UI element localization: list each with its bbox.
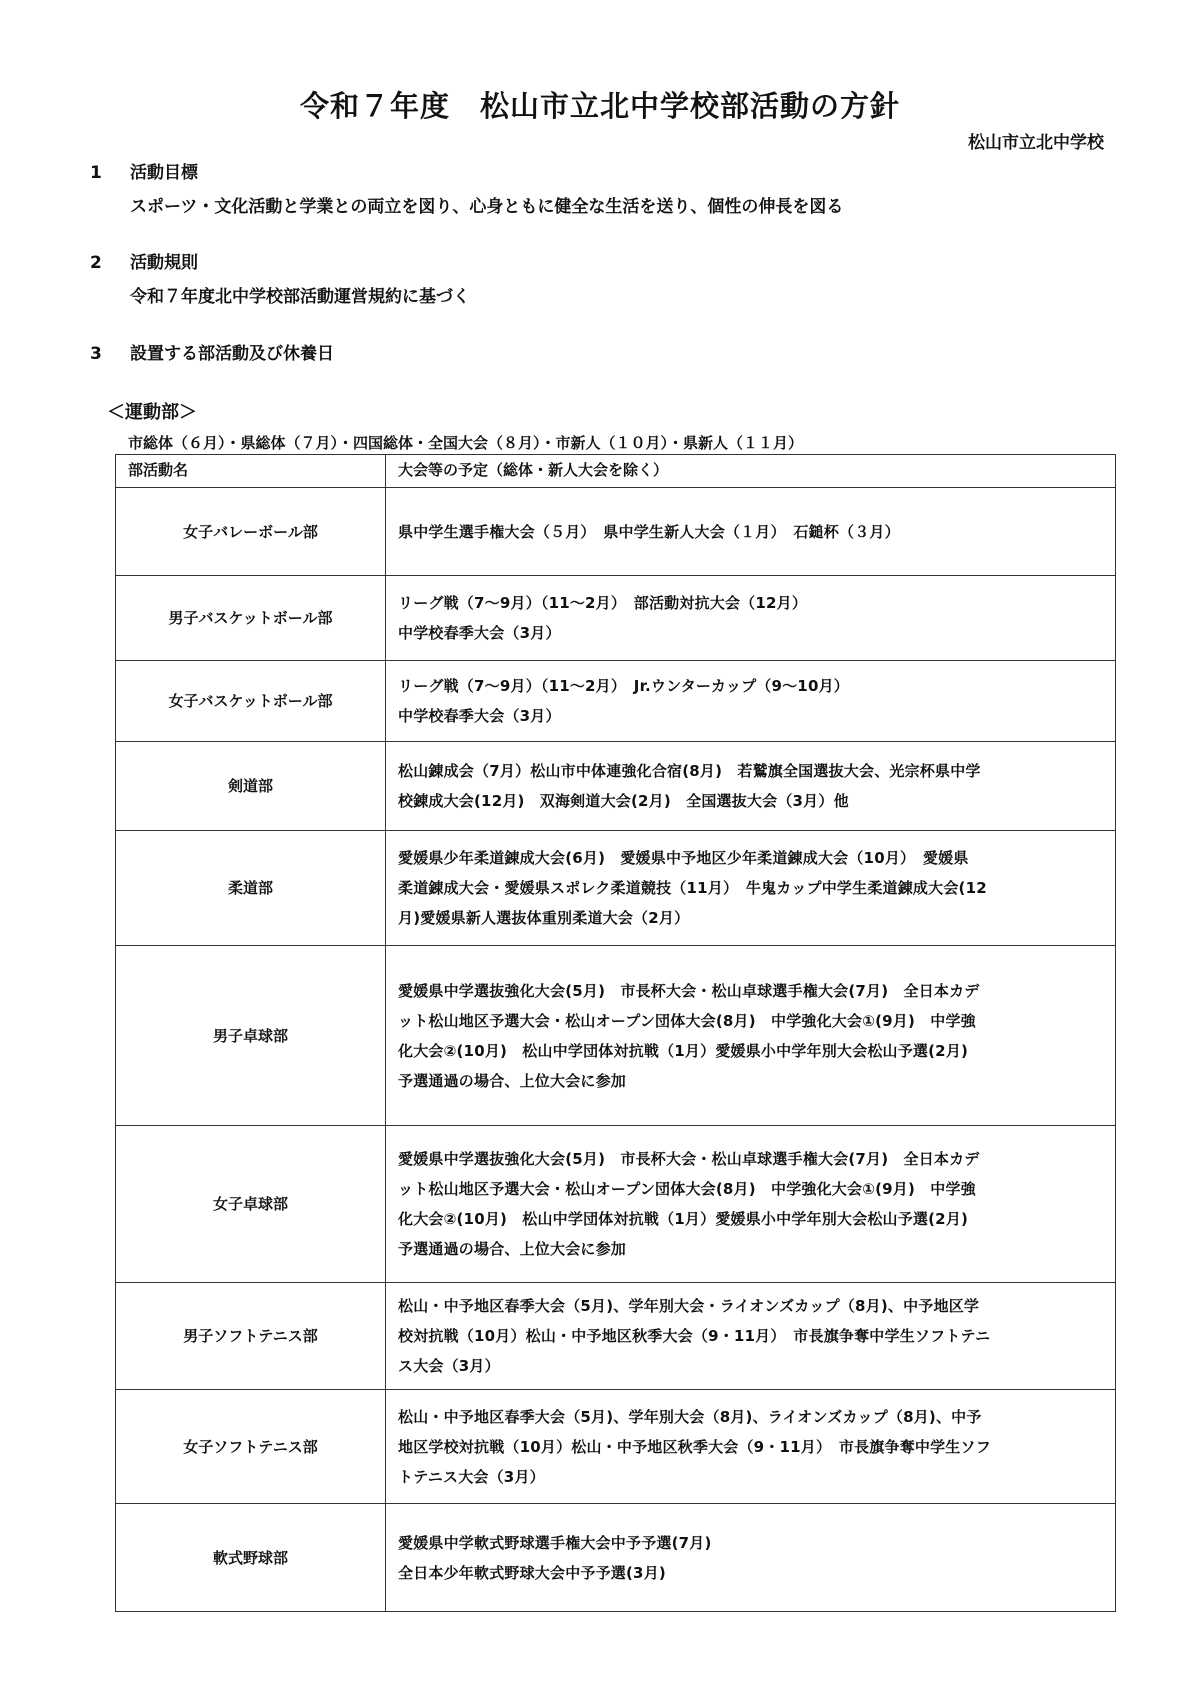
schedule-line: 全日本少年軟式野球大会中予予選(3月) — [398, 1563, 666, 1582]
schedule-line: 愛媛県少年柔道錬成大会(6月) 愛媛県中予地区少年柔道錬成大会（10月） 愛媛県 — [398, 849, 969, 867]
table-row — [116, 831, 1116, 946]
section-body: スポーツ・文化活動と学業との両立を図り、心身ともに健全な生活を送り、個性の伸長を図る — [130, 197, 844, 217]
schedule-line: 予選通過の場合、上位大会に参加 — [398, 1240, 627, 1258]
column-header-schedule: 大会等の予定（総体・新人大会を除く） — [386, 455, 1116, 488]
section-body: 令和７年度北中学校部活動運営規約に基づく — [130, 287, 470, 307]
club-name: 男子バスケットボール部 — [116, 576, 386, 661]
club-name: 女子卓球部 — [116, 1126, 386, 1283]
schedule-line: 校対抗戦（10月）松山・中予地区秋季大会（9・11月） 市長旗争奪中学生ソフトテニ — [398, 1327, 991, 1345]
schedule-line: 月)愛媛県新人選抜体重別柔道大会（2月） — [398, 909, 690, 927]
schedule-line: リーグ戦（7～9月）（11～2月） Jr.ウンターカップ（9～10月） — [398, 677, 849, 695]
table-row — [116, 488, 1116, 576]
column-header-club-name: 部活動名 — [116, 455, 386, 488]
club-name: 剣道部 — [116, 742, 386, 831]
tournament-note: 市総体（６月）・県総体（７月）・四国総体・全国大会（８月）・市新人（１０月）・県新人（１１月） — [128, 434, 804, 452]
schedule-line: 柔道錬成大会・愛媛県スポレク柔道競技（11月） 牛鬼カップ中学生柔道錬成大会(12 — [398, 879, 987, 897]
club-schedule — [386, 742, 1116, 831]
club-schedule — [386, 1504, 1116, 1612]
club-schedule — [386, 1126, 1116, 1283]
club-name: 女子バレーボール部 — [116, 488, 386, 576]
section-heading: 活動目標 — [130, 163, 198, 183]
schedule-line: リーグ戦（7～9月）（11～2月） 部活動対抗大会（12月） — [398, 594, 808, 612]
schedule-line: 松山・中予地区春季大会（5月)、学年別大会・ライオンズカップ（8月)、中予地区学 — [398, 1297, 980, 1315]
clubs-table — [115, 454, 1116, 1612]
schedule-line: 愛媛県中学選抜強化大会(5月) 市長杯大会・松山卓球選手権大会(7月) 全日本カデ — [398, 1150, 980, 1168]
section-number: 2 — [90, 253, 102, 273]
table-row — [116, 1283, 1116, 1390]
club-schedule — [386, 1390, 1116, 1504]
table-row — [116, 576, 1116, 661]
schedule-line: ス大会（3月） — [398, 1357, 500, 1375]
athletics-category-label: ＜運動部＞ — [107, 402, 197, 423]
table-row — [116, 946, 1116, 1126]
section-heading: 活動規則 — [130, 253, 198, 273]
club-schedule — [386, 1283, 1116, 1390]
club-name: 女子バスケットボール部 — [116, 661, 386, 742]
table-row — [116, 661, 1116, 742]
club-name: 女子ソフトテニス部 — [116, 1390, 386, 1504]
schedule-line: 化大会②(10月) 松山中学団体対抗戦（1月）愛媛県小中学年別大会松山予選(2月) — [398, 1041, 969, 1060]
school-name: 松山市立北中学校 — [968, 133, 1104, 153]
page-title: 令和７年度 松山市立北中学校部活動の方針 — [299, 89, 900, 123]
section-heading: 設置する部活動及び休養日 — [130, 344, 334, 364]
schedule-line: 愛媛県中学選抜強化大会(5月) 市長杯大会・松山卓球選手権大会(7月) 全日本カデ — [398, 981, 980, 1000]
schedule-line: トテニス大会（3月） — [398, 1467, 545, 1486]
schedule-line: ット松山地区予選大会・松山オープン団体大会(8月) 中学強化大会①(9月) 中学強 — [398, 1180, 976, 1198]
schedule-line: 地区学校対抗戦（10月）松山・中予地区秋季大会（9・11月） 市長旗争奪中学生ソフ — [398, 1437, 991, 1456]
section-clubs-and-rest-days — [90, 339, 334, 364]
schedule-line: 中学校春季大会（3月） — [398, 624, 561, 642]
schedule-line: 松山錬成会（7月）松山市中体連強化合宿(8月) 若鷲旗全国選抜大会、光宗杯県中学 — [398, 762, 981, 780]
club-schedule — [386, 661, 1116, 742]
club-name: 柔道部 — [116, 831, 386, 946]
club-schedule — [386, 576, 1116, 661]
club-name: 軟式野球部 — [116, 1504, 386, 1612]
section-number: 1 — [90, 163, 102, 183]
table-row — [116, 1390, 1116, 1504]
section-activity-goal — [90, 158, 843, 217]
club-schedule — [386, 946, 1116, 1126]
club-name: 男子卓球部 — [116, 946, 386, 1126]
section-activity-rules — [90, 248, 470, 307]
table-row — [116, 742, 1116, 831]
schedule-line: 予選通過の場合、上位大会に参加 — [398, 1071, 627, 1090]
schedule-line: 化大会②(10月) 松山中学団体対抗戦（1月）愛媛県小中学年別大会松山予選(2月) — [398, 1210, 969, 1228]
club-schedule — [386, 831, 1116, 946]
club-name: 男子ソフトテニス部 — [116, 1283, 386, 1390]
schedule-line: 愛媛県中学軟式野球選手権大会中予予選(7月) — [398, 1533, 712, 1552]
club-schedule — [386, 488, 1116, 576]
schedule-line: 中学校春季大会（3月） — [398, 707, 561, 725]
schedule-line: 松山・中予地区春季大会（5月)、学年別大会（8月)、ライオンズカップ（8月)、中予 — [398, 1407, 982, 1426]
section-number: 3 — [90, 344, 102, 364]
table-row — [116, 1126, 1116, 1283]
schedule-line: 校錬成大会(12月) 双海剣道大会(2月) 全国選抜大会（3月）他 — [398, 792, 849, 810]
table-header-row — [116, 455, 1116, 488]
schedule-line: 県中学生選手権大会（５月） 県中学生新人大会（１月） 石鎚杯（３月） — [398, 522, 900, 541]
schedule-line: ット松山地区予選大会・松山オープン団体大会(8月) 中学強化大会①(9月) 中学強 — [398, 1011, 976, 1030]
table-row — [116, 1504, 1116, 1612]
